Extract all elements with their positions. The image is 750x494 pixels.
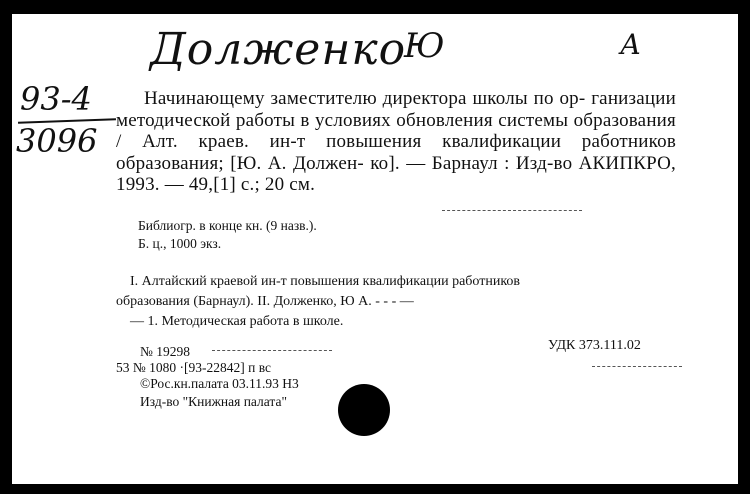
imprint-copyright: ©Рос.кн.палата 03.11.93 Н3 — [140, 376, 299, 391]
udk-code: УДК 373.111.02 — [548, 338, 641, 353]
scan-dash-mark — [592, 366, 682, 367]
scan-dash-mark — [442, 210, 582, 211]
bibliographic-description — [116, 88, 676, 196]
description-line: системы образования / Алт. краев. ин-т повышения — [116, 109, 676, 152]
imprint-publisher: Изд-во "Книжная палата" — [140, 394, 287, 409]
bibliography-note: Библиогр. в конце кн. (9 назв.). — [138, 218, 317, 233]
description-line: квалификации работников образования; [Ю. А. Должен- — [116, 131, 677, 174]
price-note: Б. ц., 1000 экз. — [138, 236, 222, 251]
imprint-order: 53 № 1080 ·[93-22842] п вс — [116, 360, 271, 375]
ink-blot — [338, 384, 390, 436]
tracing-line: I. Алтайский краевой ин-т повышения квалификации работников — [130, 274, 521, 289]
handwritten-corner-mark: А — [620, 28, 642, 61]
tracing-line: образования (Барнаул). II. Долженко, Ю А. - - - — — [116, 294, 414, 309]
scan-dash-mark — [212, 350, 332, 351]
description-line: ко]. — Барнаул : Изд-во АКИПКРО, 1993. — 49,[1] с.; — [116, 152, 677, 195]
description-line: Начинающему заместителю директора школы по ор- — [144, 88, 586, 109]
imprint-number: № 19298 — [140, 344, 191, 359]
shelf-mark-top: 93-4 — [20, 80, 92, 118]
tracing-line: — 1. Методическая работа в школе. — [130, 314, 344, 329]
shelf-mark-bottom: 3096 — [16, 122, 98, 160]
handwritten-author: Долженко — [150, 24, 407, 75]
handwritten-initial: Ю — [404, 26, 445, 66]
catalog-card — [12, 14, 738, 484]
subject-tracing — [116, 272, 664, 332]
description-line: 20 см. — [264, 174, 316, 195]
description-line: ганизации методической работы в условиях обновления — [116, 88, 676, 131]
